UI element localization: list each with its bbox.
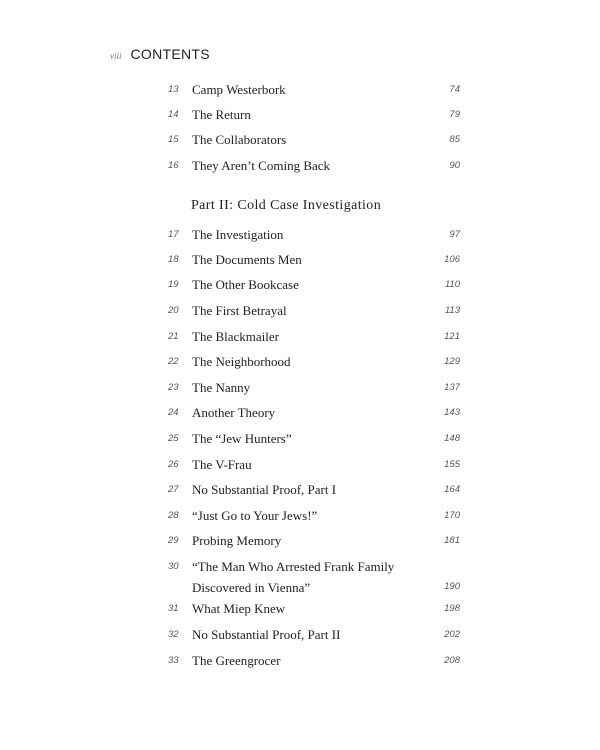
page-number: 90 [449, 160, 460, 171]
page-number: 106 [444, 254, 460, 265]
page-number: 202 [444, 629, 460, 640]
chapter-number: 20 [168, 305, 179, 316]
chapter-title: No Substantial Proof, Part I [192, 482, 337, 497]
folio: viii [110, 51, 122, 61]
chapter-title [192, 559, 394, 598]
chapter-title: The Documents Men [192, 252, 302, 267]
chapter-title: Another Theory [192, 405, 276, 420]
chapter-title: The “Jew Hunters” [192, 431, 292, 446]
chapter-title: “Just Go to Your Jews!” [192, 508, 318, 523]
chapter-title: The Investigation [192, 227, 284, 242]
chapter-title: The Collaborators [192, 132, 287, 147]
chapter-number: 29 [168, 535, 179, 546]
chapter-title: The Return [192, 107, 251, 122]
contents-heading: CONTENTS [130, 46, 210, 62]
chapter-number: 18 [168, 254, 179, 265]
page-number: 121 [444, 331, 460, 342]
chapter-title: The V-Frau [192, 457, 252, 472]
page-number: 79 [449, 109, 460, 120]
chapter-title-line-1: “The Man Who Arrested Frank Family [192, 559, 395, 574]
chapter-title: The First Betrayal [192, 303, 287, 318]
page-number: 170 [444, 510, 460, 521]
chapter-number: 21 [168, 331, 179, 342]
chapter-number: 30 [168, 561, 179, 572]
chapter-title: The Nanny [192, 380, 251, 395]
chapter-title: No Substantial Proof, Part II [192, 627, 341, 642]
chapter-number: 19 [168, 279, 179, 290]
page-number: 148 [444, 433, 460, 444]
chapter-title: The Other Bookcase [192, 277, 299, 292]
page-number: 155 [444, 459, 460, 470]
page-number: 208 [444, 655, 460, 666]
part-heading: Part II: Cold Case Investigation [191, 198, 382, 213]
page-number: 164 [444, 484, 460, 495]
chapter-title: The Neighborhood [192, 354, 291, 369]
page-header [110, 46, 210, 62]
chapter-number: 27 [168, 484, 179, 495]
chapter-number: 26 [168, 459, 179, 470]
chapter-number: 16 [168, 160, 179, 171]
page-number: 137 [444, 382, 460, 393]
page-number: 198 [444, 603, 460, 614]
chapter-number: 23 [168, 382, 179, 393]
page-number: 97 [449, 229, 460, 240]
page-number: 74 [449, 84, 460, 95]
chapter-number: 15 [168, 134, 179, 145]
chapter-number: 32 [168, 629, 179, 640]
page-number: 129 [444, 356, 460, 367]
page-number: 190 [444, 581, 460, 592]
chapter-number: 33 [168, 655, 179, 666]
chapter-number: 31 [168, 603, 179, 614]
chapter-number: 28 [168, 510, 179, 521]
page-number: 181 [444, 535, 460, 546]
chapter-title: Probing Memory [192, 533, 282, 548]
chapter-number: 25 [168, 433, 179, 444]
chapter-title-line-2: Discovered in Vienna” [192, 580, 311, 595]
chapter-number: 13 [168, 84, 179, 95]
chapter-number: 24 [168, 407, 179, 418]
page-number: 113 [444, 305, 460, 316]
chapter-title: The Blackmailer [192, 329, 279, 344]
chapter-number: 14 [168, 109, 179, 120]
chapter-number: 22 [168, 356, 179, 367]
chapter-title: The Greengrocer [192, 653, 281, 668]
page-number: 85 [449, 134, 460, 145]
page-number: 143 [444, 407, 460, 418]
chapter-title: They Aren’t Coming Back [192, 158, 331, 173]
chapter-title: What Miep Knew [192, 601, 286, 616]
chapter-number: 17 [168, 229, 179, 240]
chapter-title: Camp Westerbork [192, 82, 286, 97]
page-number: 110 [444, 279, 460, 290]
